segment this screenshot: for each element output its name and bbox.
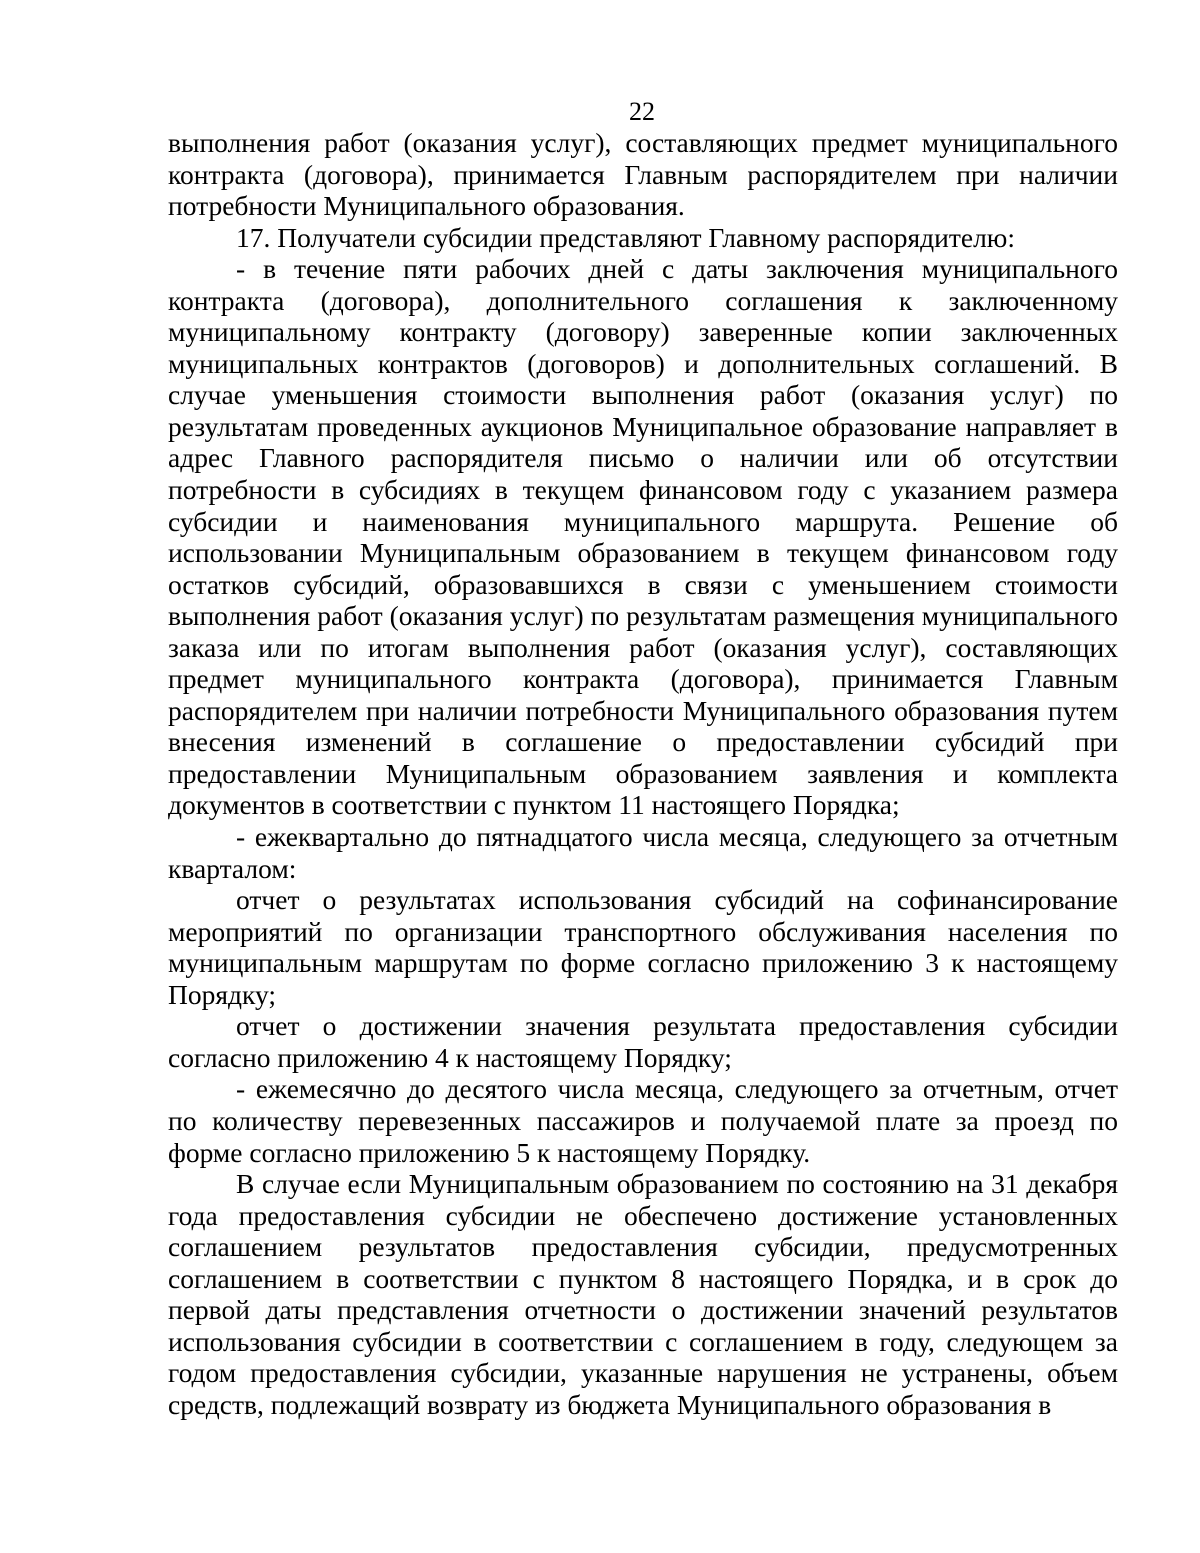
document-body [168,127,1118,1420]
paragraph-contracts-copies: - в течение пяти рабочих дней с даты заключения муниципального контракта (договора), дополнительного соглашения к заключенному муниципальному контракту (договору) заверенные копии заключенных муниципальных контрактов (договоров) и дополнительных соглашений. В случае уменьшения стоимости выполнения работ (оказания услуг) по результатам проведенных аукционов Муниципальное образование направляет в адрес Главного распорядителя письмо о наличии или об отсутствии потребности в субсидиях в текущем финансовом году с указанием размера субсидии и наименования муниципального маршрута. Решение об использовании Муниципальным образованием в текущем финансовом году остатков субсидий, образовавшихся в связи с уменьшением стоимости выполнения работ (оказания услуг) по результатам размещения муниципального заказа или по итогам выполнения работ (оказания услуг), составляющих предмет муниципального контракта (договора), принимается Главным распорядителем при наличии потребности Муниципального образования путем внесения изменений в соглашение о предоставлении субсидий при предоставлении Муниципальным образованием заявления и комплекта документов в соответствии с пунктом 11 настоящего Порядка; [168,253,1118,821]
paragraph-report-usage: отчет о результатах использования субсидий на софинансирование мероприятий по организации транспортного обслуживания населения по муниципальным маршрутам по форме согласно приложению 3 к настоящему Порядку; [168,884,1118,1010]
paragraph-return-funds: В случае если Муниципальным образованием по состоянию на 31 декабря года предоставления субсидии не обеспечено достижение установленных соглашением результатов предоставления субсидии, предусмотренных соглашением в соответствии с пунктом 8 настоящего Порядка, и в срок до первой даты представления отчетности о достижении значений результатов использования субсидии в соответствии с соглашением в году, следующем за годом предоставления субсидии, указанные нарушения не устранены, объем средств, подлежащий возврату из бюджета Муниципального образования в [168,1168,1118,1420]
page-number: 22 [629,97,655,126]
paragraph-item-17: 17. Получатели субсидии представляют Главному распорядителю: [236,221,1015,253]
paragraph-continuation: выполнения работ (оказания услуг), составляющих предмет муниципального контракта (договора), принимается Главным распорядителем при наличии потребности Муниципального образования. [168,127,1118,222]
paragraph-monthly: - ежемесячно до десятого числа месяца, следующего за отчетным, отчет по количеству перевезенных пассажиров и получаемой плате за проезд по форме согласно приложению 5 к настоящему Порядку. [168,1073,1118,1168]
paragraph-report-result: отчет о достижении значения результата предоставления субсидии согласно приложению 4 к настоящему Порядку; [168,1010,1118,1073]
paragraph-quarterly: - ежеквартально до пятнадцатого числа месяца, следующего за отчетным кварталом: [168,821,1118,884]
